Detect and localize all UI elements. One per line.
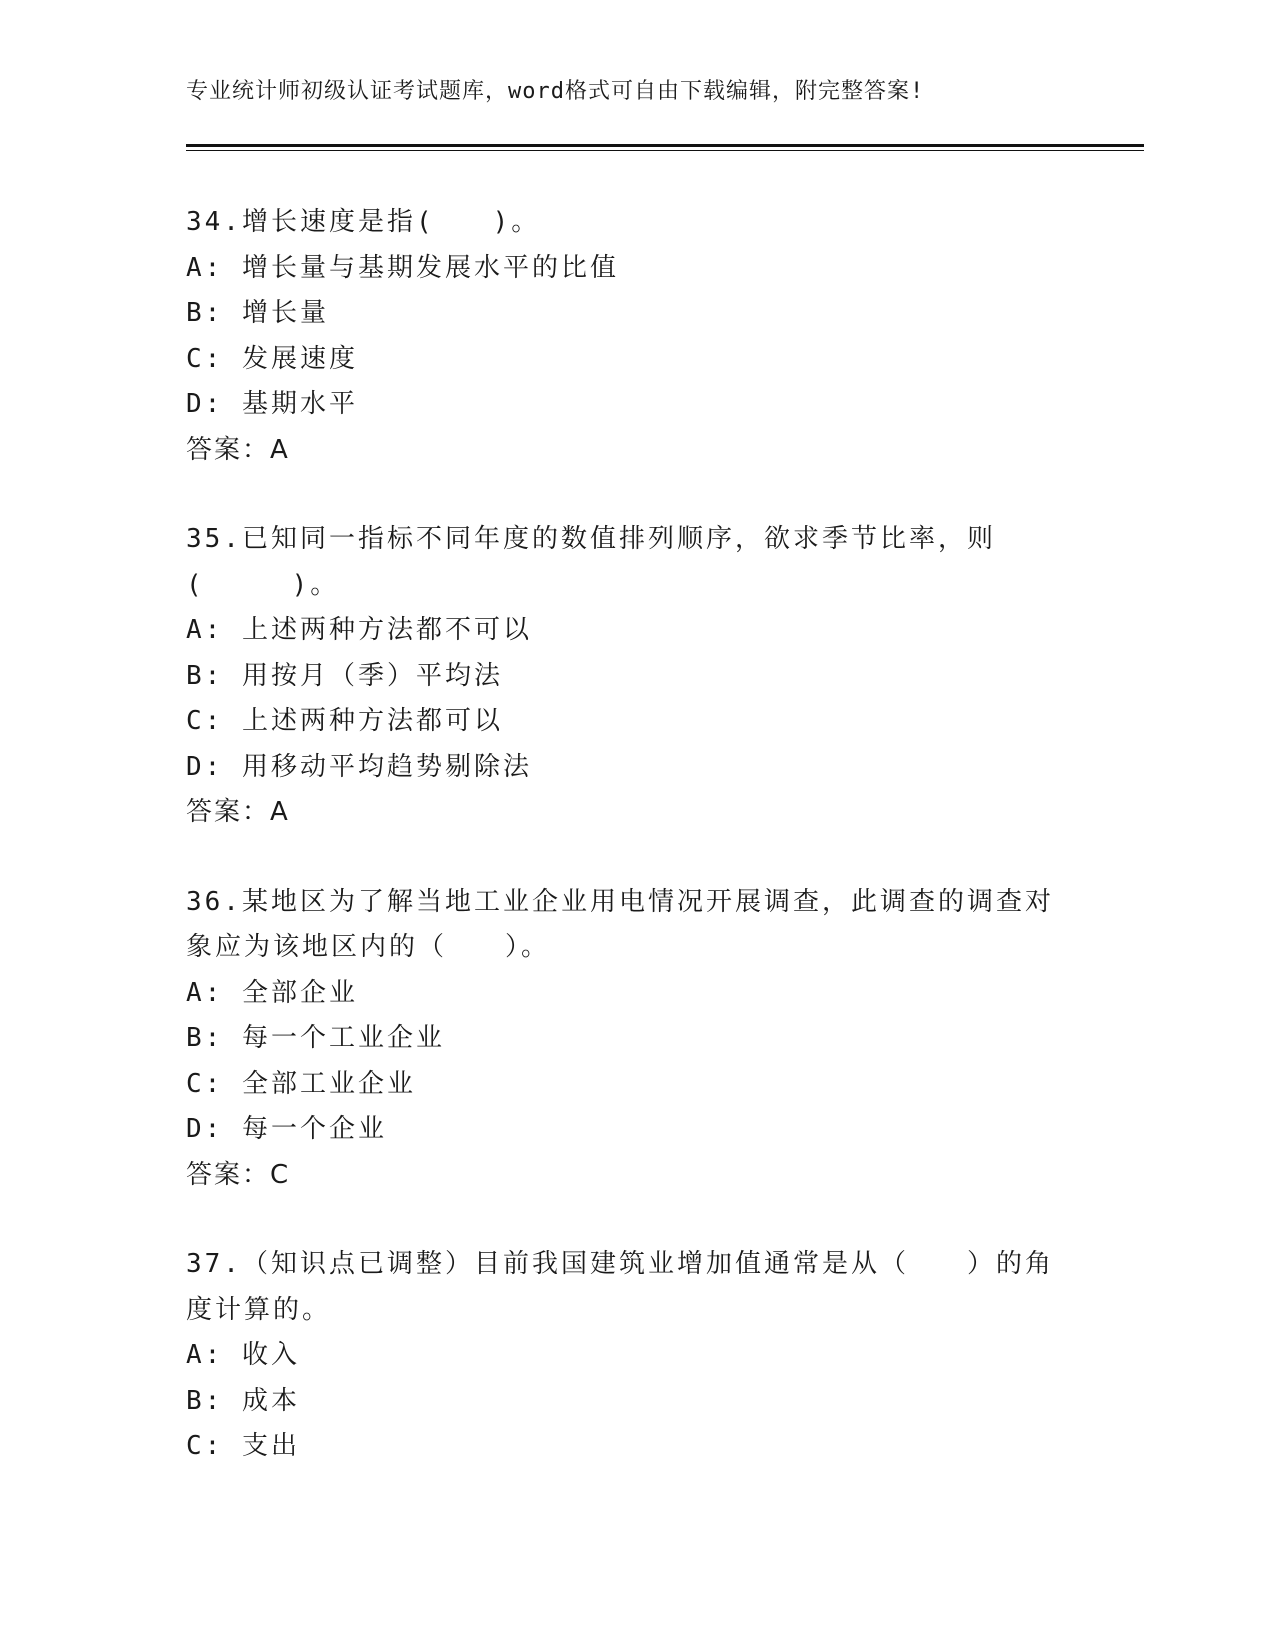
option-d: D: 每一个企业 — [186, 1114, 387, 1144]
question-34 — [186, 200, 1086, 473]
option-a: A: 收入 — [186, 1340, 300, 1370]
option-b: B: 成本 — [186, 1385, 300, 1416]
question-37 — [186, 1242, 1086, 1470]
document-header: 专业统计师初级认证考试题库，word格式可自由下载编辑，附完整答案! — [186, 79, 925, 104]
option-d: D: 基期水平 — [186, 389, 358, 419]
option-a: A: 上述两种方法都不可以 — [186, 615, 532, 645]
answer-line: 答案：A — [186, 434, 290, 465]
question-list — [186, 200, 1086, 1514]
option-c: C: 发展速度 — [186, 343, 358, 374]
option-c: C: 上述两种方法都可以 — [186, 706, 503, 736]
header-rule-thin — [186, 150, 1144, 151]
option-a: A: 增长量与基期发展水平的比值 — [186, 252, 619, 283]
question-stem: 36.某地区为了解当地工业企业用电情况开展调查，此调查的调查对象应为该地区内的（ ）。 — [186, 886, 1054, 962]
question-stem: 37.（知识点已调整）目前我国建筑业增加值通常是从（ ）的角度计算的。 — [186, 1249, 1054, 1325]
header-rule-thick — [186, 144, 1144, 147]
option-b: B: 用按月（季）平均法 — [186, 660, 503, 691]
question-stem: 34.增长速度是指( )。 — [186, 207, 541, 237]
question-stem: 35.已知同一指标不同年度的数值排列顺序，欲求季节比率，则( )。 — [186, 524, 996, 600]
option-b: B: 每一个工业企业 — [186, 1023, 445, 1053]
option-c: C: 全部工业企业 — [186, 1068, 416, 1099]
option-d: D: 用移动平均趋势剔除法 — [186, 751, 532, 782]
question-35 — [186, 517, 1086, 836]
answer-line: 答案：C — [186, 1159, 291, 1190]
answer-line: 答案：A — [186, 797, 290, 827]
option-a: A: 全部企业 — [186, 977, 358, 1008]
option-c: C: 支出 — [186, 1431, 300, 1461]
question-36 — [186, 880, 1086, 1199]
option-b: B: 增长量 — [186, 298, 329, 328]
